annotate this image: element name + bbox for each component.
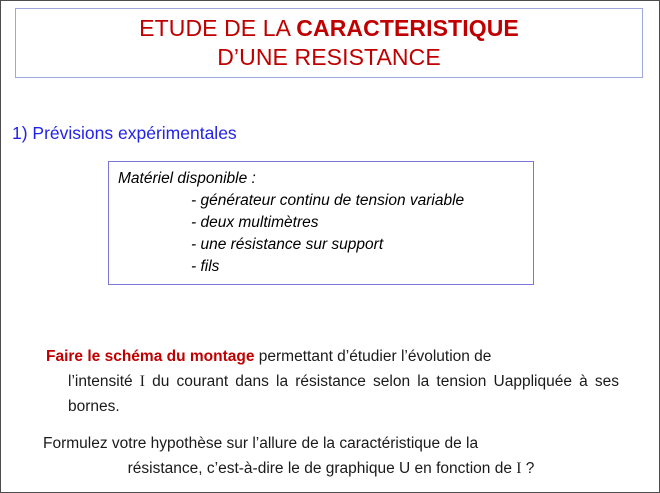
title-bold-text: CARACTERISTIQUE	[296, 15, 519, 41]
paragraph-montage	[46, 344, 619, 419]
list-item: - fils	[191, 258, 220, 275]
paragraph-montage-rest-c: appliquée à ses bornes.	[68, 373, 619, 415]
paragraph-hypothese-line-a: Formulez votre hypothèse sur l’allure de la caractéristique de la	[43, 435, 479, 452]
paragraph-hypothese	[43, 431, 619, 481]
symbol-tension-u: U	[493, 373, 505, 390]
list-item: - deux multimètres	[191, 214, 319, 231]
paragraph-montage-cont	[46, 369, 619, 419]
paragraph-montage-rest-b-pre: l’intensité	[68, 373, 140, 390]
section-heading: 1) Prévisions expérimentales	[12, 123, 237, 143]
material-list	[118, 190, 533, 278]
symbol-intensity-i-2: I	[516, 460, 522, 477]
paragraph-hypothese-line-b-pre: résistance, c’est-à-dire le de graphique	[127, 460, 400, 477]
symbol-intensity-i: I	[139, 373, 145, 390]
paragraph-hypothese-line-b-post: ?	[521, 460, 535, 477]
title-normal-text: ETUDE DE LA	[139, 15, 297, 41]
paragraph-montage-rest-a: permettant d’étudier l’évolution de	[254, 348, 492, 365]
paragraph-hypothese-line-b	[43, 456, 619, 481]
paragraph-hypothese-line-b-mid: en fonction de	[410, 460, 517, 477]
symbol-tension-u-2: U	[399, 460, 411, 477]
title-line-1	[139, 14, 519, 43]
material-box	[108, 161, 534, 285]
list-item: - une résistance sur support	[191, 236, 384, 253]
title-line-2: D’UNE RESISTANCE	[217, 44, 441, 70]
list-item: - générateur continu de tension variable	[191, 192, 465, 209]
material-box-title: Matériel disponible :	[118, 170, 256, 187]
paragraph-montage-lead: Faire le schéma du montage	[46, 348, 255, 365]
paragraph-montage-rest-b-mid: du courant dans la résistance selon la tension	[144, 373, 494, 390]
title-box	[15, 8, 643, 78]
